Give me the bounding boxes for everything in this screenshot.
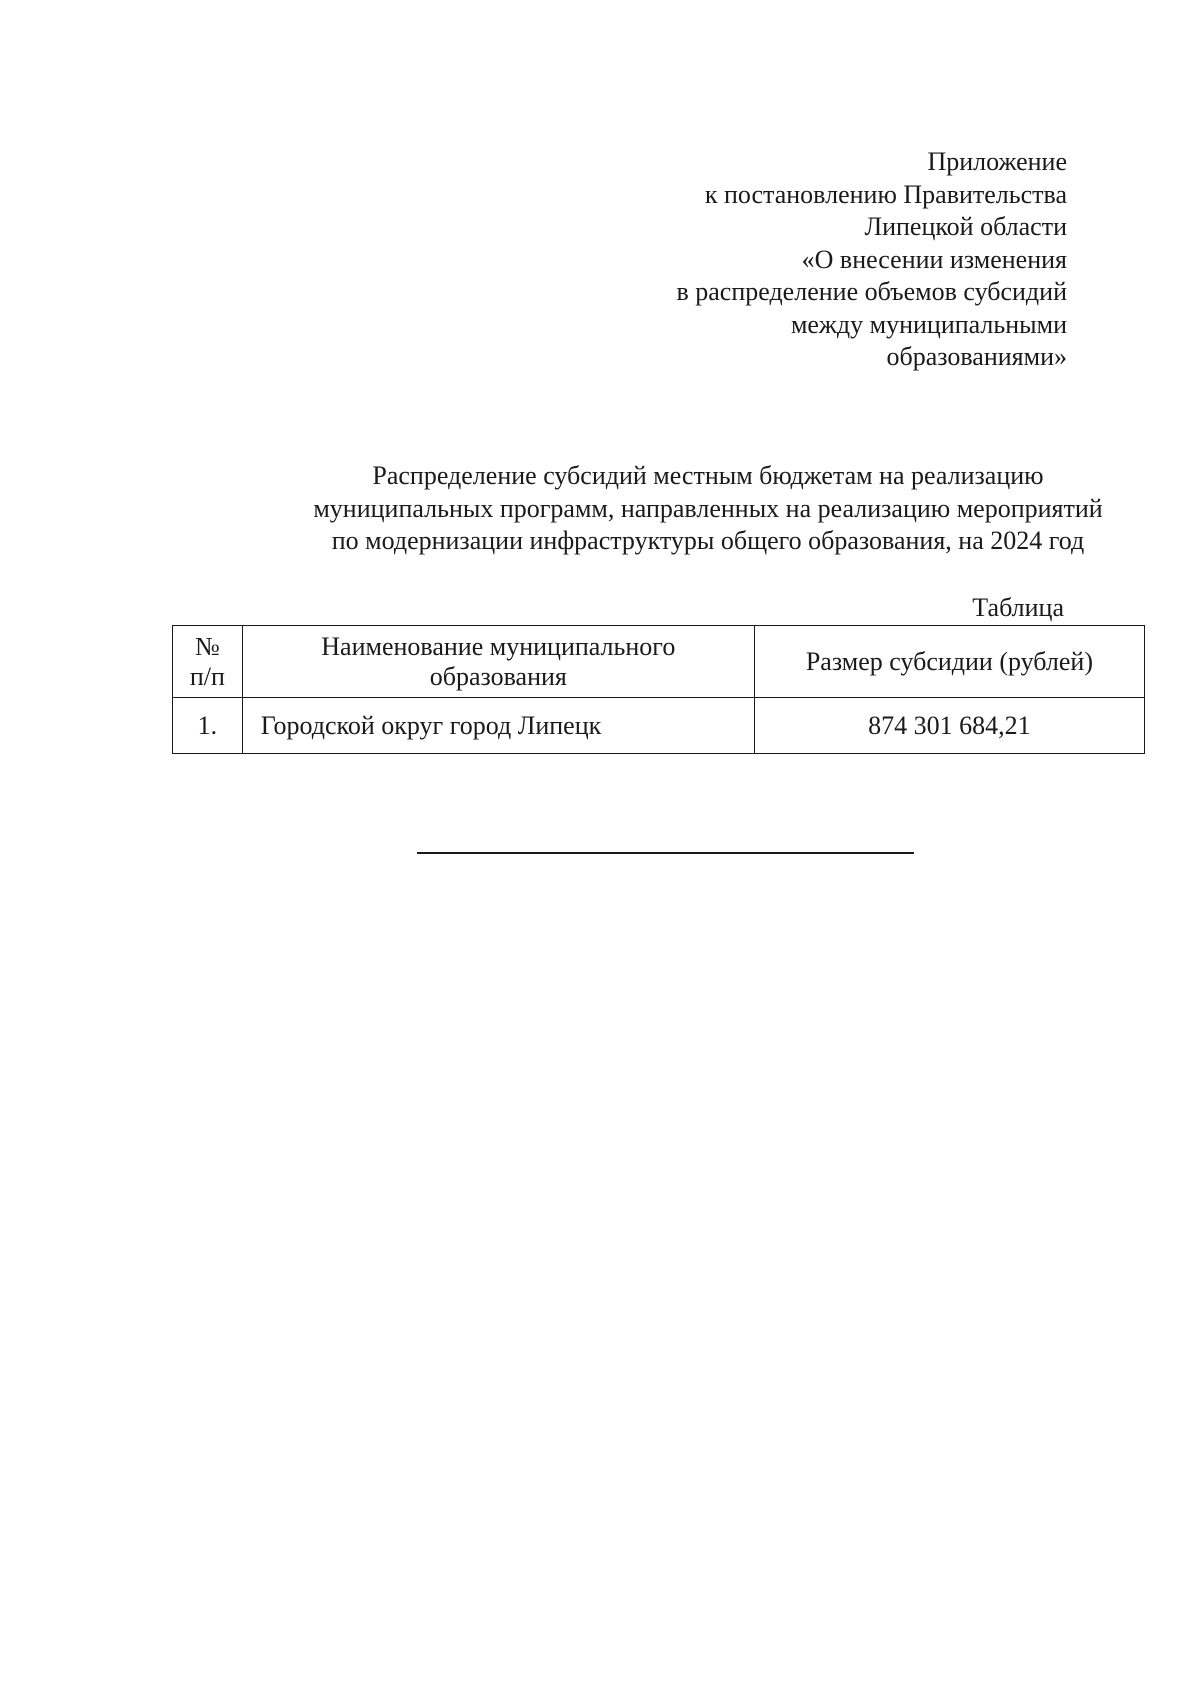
row-amount: 874 301 684,21 (754, 698, 1144, 754)
header-name-line1: Наименование муниципального (321, 631, 676, 661)
header-amount: Размер субсидии (рублей) (754, 626, 1144, 698)
appendix-line: Липецкой области (864, 212, 1067, 241)
header-num (173, 626, 243, 698)
appendix-line: Приложение (927, 147, 1067, 176)
title-line: Распределение субсидий местным бюджетам на реализацию (372, 461, 1044, 490)
appendix-line: к постановлению Правительства (704, 179, 1067, 209)
appendix-line: в распределение объемов субсидий (676, 277, 1067, 306)
header-num-pp: п/п (189, 661, 225, 691)
row-name: Городской округ город Липецк (242, 698, 754, 754)
appendix-header (676, 146, 1067, 374)
header-name (242, 626, 754, 698)
end-divider (417, 852, 914, 854)
appendix-line: образованиями» (886, 342, 1067, 371)
table-header-row (173, 626, 1145, 698)
appendix-line: между муниципальными (790, 309, 1067, 339)
header-name-line2: образования (429, 661, 567, 691)
header-num-symbol: № (194, 631, 220, 661)
row-num: 1. (173, 698, 243, 754)
title-line: по модернизации инфраструктуры общего образования, на 2024 год (331, 526, 1085, 555)
table-row (173, 698, 1145, 754)
subsidy-table (172, 625, 1145, 754)
title-line: муниципальных программ, направленных на реализацию мероприятий (313, 493, 1103, 523)
table-label: Таблица (972, 593, 1064, 622)
document-title (248, 460, 1168, 558)
appendix-line: «О внесении изменения (801, 244, 1067, 274)
